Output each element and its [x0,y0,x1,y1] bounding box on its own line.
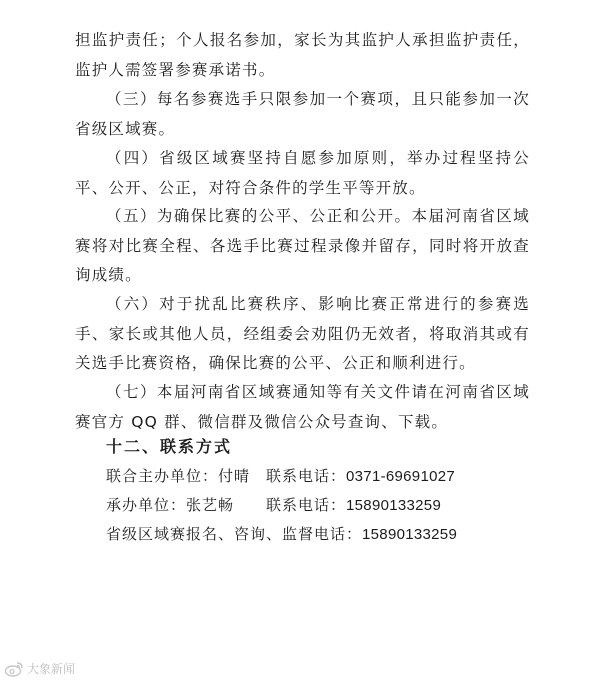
contact-hotline-number: 15890133259 [362,526,458,543]
watermark [4,660,75,677]
contact-host [106,494,234,515]
paragraph-item-4: （四）省级区域赛坚持自愿参加原则，举办过程坚持公平、公开、公正，对符合条件的学生平等开放。 [75,149,530,197]
paragraph-guardian: 担监护责任；个人报名参加，家长为其监护人承担监护责任，监护人需签署参赛承诺书。 [75,31,530,79]
watermark-text: 大象新闻 [27,662,76,676]
contact-host-phone-number: 15890133259 [346,497,442,514]
contact-organizer-phone-number: 0371-69691027 [346,468,456,485]
contact-hotline-label: 省级区域赛报名、咨询、监督电话： [106,525,363,543]
paragraph-item-5: （五）为确保比赛的公平、公正和公开。本届河南省区域赛将对比赛全程、各选手比赛过程录像并留存，同时将开放查询成绩。 [75,207,530,284]
paragraph-item-3: （三）每名参赛选手只限参加一个赛项，且只能参加一次省级区域赛。 [75,90,530,138]
weibo-logo-icon [4,661,24,677]
contact-organizer-phone-label: 联系电话： [266,467,347,485]
contact-organizer-phone [266,465,455,486]
contact-host-phone [266,494,441,515]
section-heading-contact: 十二、联系方式 [106,437,233,456]
paragraph-item-6: （六）对于扰乱比赛秩序、影响比赛正常进行的参赛选手、家长或其他人员，经组委会劝阻仍无效者，将取消其或有关选手比赛资格，确保比赛的公平、公正和顺利进行。 [75,295,530,372]
contact-organizer-label: 联合主办单位：付晴 [106,467,251,485]
contact-hotline [106,523,457,544]
paragraph-item-7: （七）本届河南省区域赛通知等有关文件请在河南省区域赛官方 QQ 群、微信群及微信公众号查询、下载。 [75,383,530,431]
contact-host-label: 承办单位：张艺畅 [106,496,235,514]
contact-organizer [106,465,250,486]
contact-host-phone-label: 联系电话： [266,496,347,514]
